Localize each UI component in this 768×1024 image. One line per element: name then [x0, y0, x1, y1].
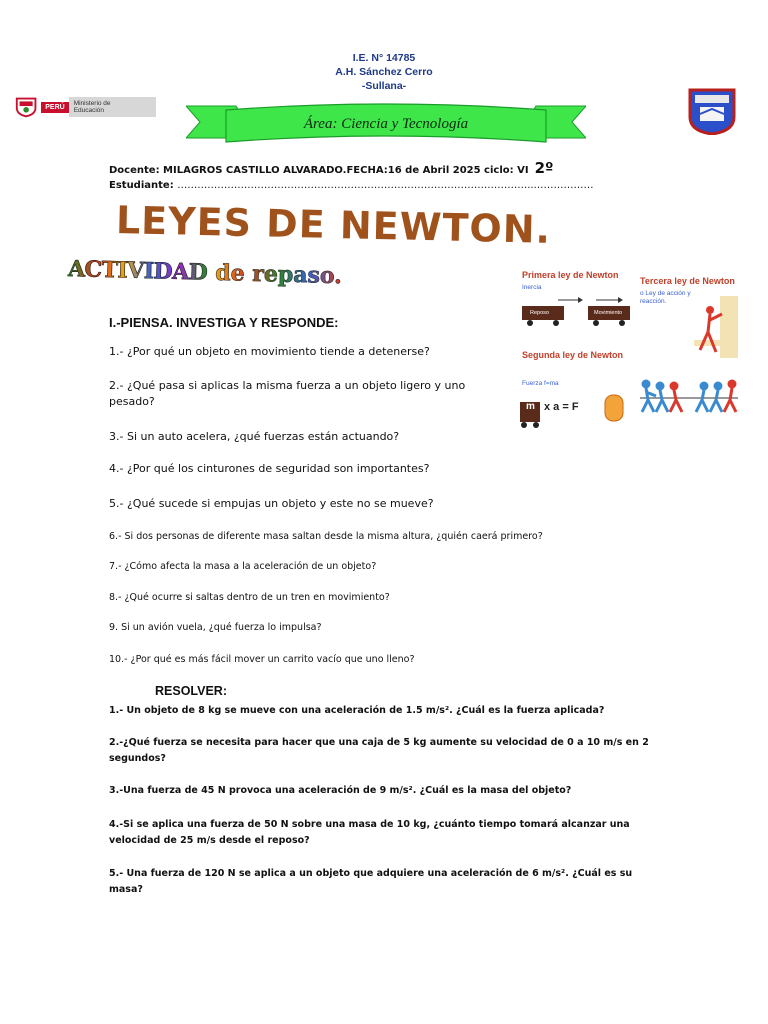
formula-m: m	[526, 401, 535, 412]
question-2: 2.- ¿Qué pasa si aplicas la misma fuerza a un objeto ligero y uno pesado?	[109, 379, 466, 408]
section-1-heading: I.-PIENSA. INVESTIGA Y RESPONDE:	[109, 315, 339, 330]
question-8: 8.- ¿Qué ocurre si saltas dentro de un tren en movimiento?	[109, 592, 390, 603]
page-title: LEYES DE NEWTON.	[115, 198, 552, 252]
question-3: 3.- Si un auto acelera, ¿qué fuerzas están actuando?	[109, 430, 400, 443]
tug-of-war-icon	[638, 378, 740, 418]
grade-label: 2º	[534, 159, 554, 177]
problem-4: 4.-Si se aplica una fuerza de 50 N sobre una masa de 10 kg, ¿cuánto tiempo tomará alcanzar una velocidad de 25 m/s desde el reposo?	[109, 819, 630, 846]
problem-1: 1.- Un objeto de 8 kg se mueve con una aceleración de 1.5 m/s². ¿Cuál es la fuerza aplicada?	[109, 705, 605, 716]
question-7: 7.- ¿Cómo afecta la masa a la aceleración de un objeto?	[109, 561, 377, 572]
estudiante-line	[109, 180, 594, 191]
estudiante-label: Estudiante:	[109, 180, 174, 191]
docente-line	[109, 159, 554, 177]
problem-3: 3.-Una fuerza de 45 N provoca una aceleración de 9 m/s². ¿Cuál es la masa del objeto?	[109, 785, 572, 796]
ministry-logo	[14, 95, 156, 119]
question-5: 5.- ¿Qué sucede si empujas un objeto y este no se mueve?	[109, 497, 434, 510]
newton-laws-illustration	[518, 266, 743, 436]
question-1: 1.- ¿Por qué un objeto en movimiento tiende a detenerse?	[109, 345, 430, 358]
movimiento-label: Movimiento	[594, 310, 623, 316]
second-law-sub: Fuerza f=ma	[522, 380, 559, 387]
activity-main: ACTIVIDAD	[67, 256, 208, 286]
docente-text: Docente: MILAGROS CASTILLO ALVARADO.FECHA:16 de Abril 2025 ciclo: VI	[109, 165, 529, 176]
peru-label: PERÚ	[41, 102, 68, 113]
activity-title	[68, 256, 343, 289]
peru-shield-icon	[14, 96, 38, 118]
question-10: 10.- ¿Por qué es más fácil mover un carrito vacío que uno lleno?	[109, 654, 415, 665]
area-ribbon-label: Área: Ciencia y Tecnología	[303, 116, 469, 132]
school-patron: A.H. Sánchez Cerro	[335, 66, 433, 78]
school-city: -Sullana-	[361, 80, 407, 92]
problem-5: 5.- Una fuerza de 120 N se aplica a un objeto que adquiere una aceleración de 6 m/s². ¿Cuál es su masa?	[109, 868, 633, 895]
question-4: 4.- ¿Por qué los cinturones de seguridad son importantes?	[109, 462, 430, 475]
activity-sub: de repaso.	[214, 259, 343, 290]
question-9: 9. Si un avión vuela, ¿qué fuerza lo impulsa?	[109, 622, 322, 633]
third-law-sub: o Ley de acción y reacción.	[640, 290, 691, 305]
ministry-label: Ministerio de Educación	[69, 97, 156, 117]
first-law-label: Primera ley de Newton	[522, 270, 619, 280]
first-law-sub: Inercia	[522, 284, 542, 291]
formula-label: x a = F	[544, 401, 579, 413]
school-name: I.E. N° 14785	[352, 52, 416, 64]
estudiante-blank: ……………………………………………………………………………………………..………………	[177, 180, 594, 191]
problem-2: 2.-¿Qué fuerza se necesita para hacer que una caja de 5 kg aumente su velocidad de 0 a 10 m/s en 2 segundos?	[109, 737, 649, 764]
question-6: 6.- Si dos personas de diferente masa saltan desde la misma altura, ¿quién caerá primero?	[109, 531, 543, 542]
action-reaction-icon	[688, 292, 740, 360]
second-law-label: Segunda ley de Newton	[522, 350, 624, 360]
school-crest-icon	[687, 87, 737, 135]
resolver-heading: RESOLVER:	[155, 684, 227, 698]
third-law-label: Tercera ley de Newton	[640, 276, 735, 286]
force-badge-icon	[604, 394, 624, 422]
reposo-label: Reposo	[530, 310, 549, 316]
